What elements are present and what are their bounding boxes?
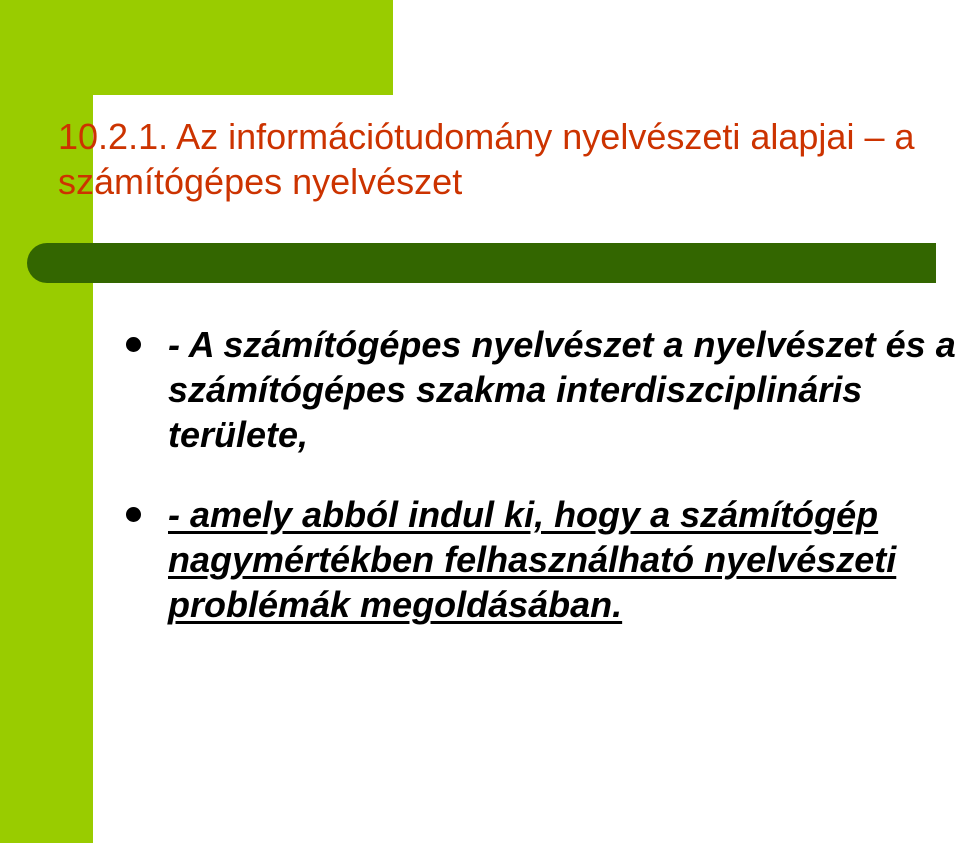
bullet-text: - A számítógépes nyelvészet a nyelvészet és a számítógépes szakma interdiszciplináris területe, xyxy=(168,324,956,455)
bullet-item xyxy=(168,322,958,457)
title-divider-bar xyxy=(27,243,936,283)
slide-title: 10.2.1. Az információtudomány nyelvészeti alapjai – a számítógépes nyelvészet xyxy=(58,116,915,202)
bullet-text: - amely abból indul ki, hogy a számítógép nagymértékben felhasználható nyelvészeti problémák megoldásában. xyxy=(168,494,897,625)
bullet-dot-icon xyxy=(126,507,141,522)
content-panel xyxy=(93,95,960,843)
bullet-dot-icon xyxy=(126,337,141,352)
bullet-item xyxy=(168,492,958,627)
